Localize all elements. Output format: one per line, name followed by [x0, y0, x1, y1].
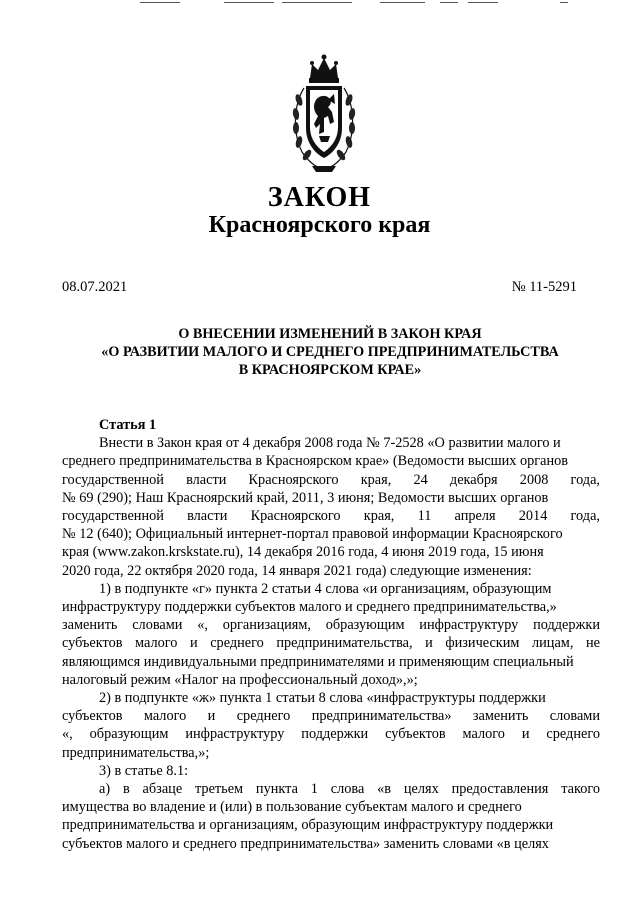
paragraph-line: Внести в Закон края от 4 декабря 2008 года № 7-2528 «О развитии малого и: [99, 435, 561, 452]
paragraph-line: субъектов малого и среднего предпринимательства» заменить словами: [62, 708, 600, 725]
paragraph-line: края (www.zakon.krskstate.ru), 14 декабря 2016 года, 4 июня 2019 года, 15 июня: [62, 544, 544, 561]
law-title-line: О ВНЕСЕНИИ ИЗМЕНЕНИЙ В ЗАКОН КРАЯ: [178, 326, 482, 342]
scan-artifact-lines: [0, 0, 639, 6]
paragraph-line: среднего предпринимательства в Красноярском крае» (Ведомости высших органов: [62, 453, 569, 470]
paragraph-line: государственной власти Красноярского края, 24 декабря 2008 года,: [62, 471, 600, 488]
coat-of-arms-emblem: [288, 54, 360, 176]
paragraph-line: субъектов малого и среднего предпринимательства, и физическим лицам, не: [62, 635, 600, 652]
document-number: № 11-5291: [511, 279, 577, 295]
paragraph-line: инфраструктуру поддержки субъектов малого и среднего предпринимательства,»: [62, 599, 557, 616]
paragraph-line: предпринимательства,»;: [62, 744, 210, 761]
paragraph-line: 1) в подпункте «г» пункта 2 статьи 4 слова «и организациям, образующим: [99, 580, 552, 597]
paragraph-line: налоговый режим «Налог на профессиональный доход»,»;: [62, 671, 418, 688]
paragraph-line: заменить словами «, организациям, образующим инфраструктуру поддержки: [62, 617, 600, 634]
paragraph-line: 3) в статье 8.1:: [99, 762, 189, 779]
document-type-title: ЗАКОН: [267, 182, 372, 213]
law-title: [60, 325, 600, 379]
region-subtitle: Красноярского края: [208, 212, 431, 238]
paragraph-line: предпринимательства и организациям, образующим инфраструктуру поддержки: [62, 817, 554, 834]
paragraph-line: а) в абзаце третьем пункта 1 слова «в целях предоставления такого: [99, 781, 600, 798]
paragraph-line: № 69 (290); Наш Красноярский край, 2011, 3 июня; Ведомости высших органов: [62, 489, 549, 506]
paragraph-line: 2) в подпункте «ж» пункта 1 статьи 8 слова «инфраструктуры поддержки: [99, 690, 546, 707]
paragraph-line: «, образующим инфраструктуру поддержки субъектов малого и среднего: [62, 726, 600, 743]
article-body: [62, 416, 600, 853]
paragraph-line: 2020 года, 22 октября 2020 года, 14 января 2021 года) следующие изменения:: [62, 562, 532, 579]
paragraph-line: являющимся индивидуальными предпринимателями и применяющим специальный: [62, 653, 574, 670]
paragraph-line: имущества во владение и (или) в пользование субъектам малого и среднего: [62, 799, 522, 816]
article-heading: Статья 1: [99, 417, 157, 433]
law-title-line: В КРАСНОЯРСКОМ КРАЕ»: [238, 362, 422, 378]
paragraph-line: № 12 (640); Официальный интернет-портал правовой информации Красноярского: [62, 526, 563, 543]
paragraph-line: государственной власти Красноярского края, 11 апреля 2014 года,: [62, 508, 600, 525]
paragraph-line: субъектов малого и среднего предпринимательства» заменить словами «в целях: [62, 835, 549, 852]
document-date: 08.07.2021: [62, 279, 128, 295]
law-title-line: «О РАЗВИТИИ МАЛОГО И СРЕДНЕГО ПРЕДПРИНИМАТЕЛЬСТВА: [101, 344, 559, 360]
